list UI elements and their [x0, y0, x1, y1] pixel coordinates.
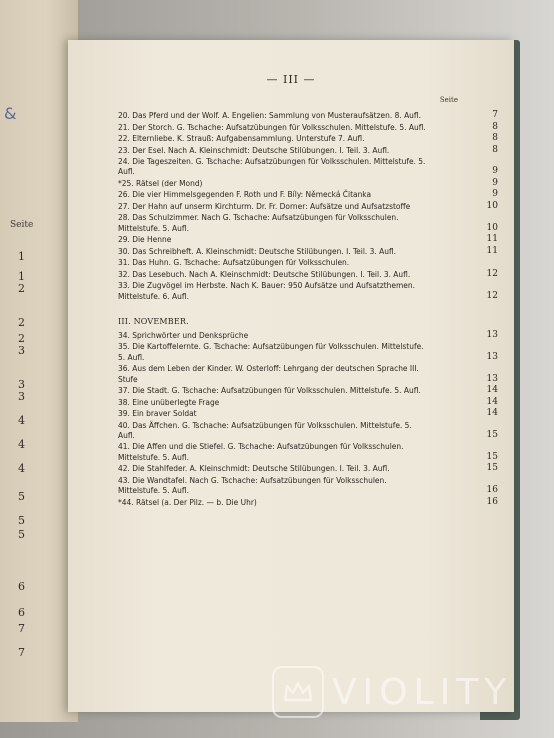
toc-entry	[118, 268, 498, 279]
entries-november	[118, 329, 498, 507]
toc-entry	[118, 385, 498, 396]
toc-entry	[118, 363, 498, 384]
toc-entry-text: 41. Die Affen und die Stiefel. G. Tschache: Aufsatzübungen für Volksschulen. Mittelstufe. 5. Aufl.	[118, 441, 404, 462]
toc-entry-page: 12	[486, 290, 498, 301]
toc-entry-page: 15	[486, 463, 498, 474]
toc-entry-page: 8	[492, 121, 498, 132]
toc-entry	[118, 110, 498, 120]
toc-entry	[118, 441, 498, 462]
left-page-number: 5	[18, 528, 25, 541]
left-page-number: 4	[18, 462, 25, 475]
table-of-contents	[118, 110, 498, 508]
toc-entry-page: 8	[492, 133, 498, 143]
left-page-number: 3	[18, 378, 25, 391]
toc-entry-text: 24. Die Tageszeiten. G. Tschache: Aufsatzübungen für Volksschulen. Mittelstufe. 5. Aufl.	[118, 156, 426, 177]
toc-entry-text: 32. Das Lesebuch. Nach A. Kleinschmidt: Deutsche Stilübungen. I. Teil. 3. Aufl.	[118, 268, 411, 279]
left-page-number: 1	[18, 250, 25, 263]
toc-entry	[118, 463, 498, 474]
toc-entry-text: 35. Die Kartoffelernte. G. Tschache: Aufsatzübungen für Volksschulen. Mittelstufe. 5. Aufl.	[118, 341, 424, 362]
toc-entry	[118, 200, 498, 211]
toc-entry	[118, 177, 498, 188]
toc-entry	[118, 156, 498, 177]
toc-entry-text: 43. Die Wandtafel. Nach G. Tschache: Aufsatzübungen für Volksschulen. Mittelstufe. 5. Aufl.	[118, 474, 387, 496]
toc-entry	[118, 419, 498, 441]
toc-entry-page: 14	[486, 396, 498, 407]
left-page-number: 3	[18, 390, 25, 403]
left-page-number: 3	[18, 344, 25, 357]
toc-entry-text: 21. Der Storch. G. Tschache: Aufsatzübungen für Volksschulen. Mittelstufe. 5. Aufl.	[118, 121, 426, 132]
toc-entry-text: 20. Das Pferd und der Wolf. A. Engelien: Sammlung von Musteraufsätzen. 8. Aufl.	[118, 110, 421, 120]
toc-entry-page: 16	[486, 496, 498, 507]
pen-mark: &	[4, 104, 17, 123]
toc-entry-page: 15	[486, 451, 498, 462]
left-page-number: 6	[18, 606, 25, 619]
toc-entry-page: 11	[486, 234, 498, 245]
toc-entry	[118, 234, 498, 245]
left-page-number: 5	[18, 490, 25, 503]
toc-entry-page: 14	[486, 408, 498, 419]
toc-entry-text: 42. Die Stahlfeder. A. Kleinschmidt: Deutsche Stilübungen. I. Teil. 3. Aufl.	[118, 463, 390, 474]
left-page-number: 2	[18, 316, 25, 329]
left-page-number: 2	[18, 282, 25, 295]
toc-entry-page: 13	[486, 329, 498, 340]
toc-entry	[118, 408, 498, 419]
toc-entry-text: 40. Das Äffchen. G. Tschache: Aufsatzübungen für Volksschulen. Mittelstufe. 5. Aufl.	[118, 419, 412, 440]
section-gap	[118, 302, 458, 316]
left-page-number: 5	[18, 514, 25, 527]
toc-entry-page: 14	[486, 385, 498, 396]
toc-entry-text: 29. Die Henne	[118, 234, 172, 245]
toc-entry-page: 9	[492, 189, 498, 200]
toc-entry	[118, 474, 498, 496]
page-header: — III —	[266, 73, 316, 86]
toc-entry-page: 16	[486, 485, 498, 496]
toc-entry-text: 34. Sprichwörter und Denksprüche	[118, 329, 249, 340]
toc-entry-page: 9	[492, 166, 498, 177]
toc-entry-text: 33. Die Zugvögel im Herbste. Nach K. Bauer: 950 Aufsätze und Aufsatzthemen. Mittelstufe. 6. Aufl.	[118, 280, 415, 301]
toc-entry	[118, 144, 498, 155]
toc-entry-text: 26. Die vier Himmelsgegenden F. Roth und F. Bíly: Německá Čitanka	[118, 189, 372, 200]
book-page	[68, 40, 514, 712]
left-page-number: 2	[18, 332, 25, 345]
left-page-number: 6	[18, 580, 25, 593]
toc-entry	[118, 245, 498, 256]
toc-entry-text: 30. Das Schreibheft. A. Kleinschmidt: Deutsche Stilübungen. I. Teil. 3. Aufl.	[118, 245, 397, 256]
toc-entry-page: 13	[486, 373, 498, 384]
toc-entry-text: 38. Eine unüberlegte Frage	[118, 396, 220, 407]
toc-entry-page: 9	[492, 177, 498, 188]
toc-entry	[118, 280, 498, 301]
toc-entry	[118, 257, 458, 267]
left-page-number: 7	[18, 622, 25, 635]
toc-entry-page: 11	[486, 245, 498, 256]
toc-entry-text: 37. Die Stadt. G. Tschache: Aufsatzübungen für Volksschulen. Mittelstufe. 5. Aufl.	[118, 385, 421, 396]
toc-entry	[118, 329, 498, 340]
toc-entry	[118, 212, 498, 233]
section-title: III. NOVEMBER.	[118, 317, 189, 327]
toc-entry	[118, 133, 498, 143]
toc-entry-text: 39. Ein braver Soldat	[118, 408, 197, 419]
toc-entry	[118, 121, 498, 132]
crown-logo-icon	[272, 666, 324, 718]
toc-entry-text: *25. Rätsel (der Mond)	[118, 177, 203, 188]
entries-october	[118, 110, 498, 301]
toc-entry-page: 7	[492, 110, 498, 120]
watermark-text: VIOLITY	[332, 671, 513, 713]
toc-entry-text: 23. Der Esel. Nach A. Kleinschmidt: Deutsche Stilübungen. I. Teil. 3. Aufl.	[118, 144, 390, 155]
left-page-number: 4	[18, 438, 25, 451]
toc-entry-text: 31. Das Huhn. G. Tschache: Aufsatzübungen für Volksschulen.	[118, 257, 350, 268]
watermark	[272, 666, 512, 718]
toc-entry-page: 10	[486, 200, 498, 211]
toc-entry	[118, 496, 498, 507]
toc-entry-page: 8	[492, 144, 498, 155]
toc-entry-page: 13	[486, 351, 498, 362]
left-seite-label: Seite	[10, 220, 34, 230]
toc-entry	[118, 341, 498, 362]
toc-entry-text: *44. Rätsel (a. Der Pilz. — b. Die Uhr)	[118, 496, 257, 507]
left-page-number: 4	[18, 414, 25, 427]
toc-entry-page: 12	[486, 268, 498, 279]
toc-entry	[118, 189, 498, 200]
toc-entry-text: 36. Aus dem Leben der Kinder. W. Osterloff: Lehrgang der deutschen Sprache III. Stufe	[118, 363, 419, 384]
left-page-number: 7	[18, 646, 25, 659]
toc-entry-text: 22. Elternliebe. K. Strauß: Aufgabensammlung. Unterstufe 7. Aufl.	[118, 133, 365, 143]
seite-label: Seite	[439, 96, 458, 104]
toc-entry-text: 27. Der Hahn auf unserm Kirchturm. Dr. Fr. Dorner: Aufsätze und Aufsatzstoffe	[118, 200, 411, 211]
toc-entry-page: 10	[486, 222, 498, 233]
left-page-number: 1	[18, 270, 25, 283]
toc-entry-text: 28. Das Schulzimmer. Nach G. Tschache: Aufsatzübungen für Volksschulen. Mittelstufe. 5. Aufl.	[118, 212, 399, 233]
toc-entry	[118, 396, 498, 407]
toc-entry-page: 15	[486, 429, 498, 440]
